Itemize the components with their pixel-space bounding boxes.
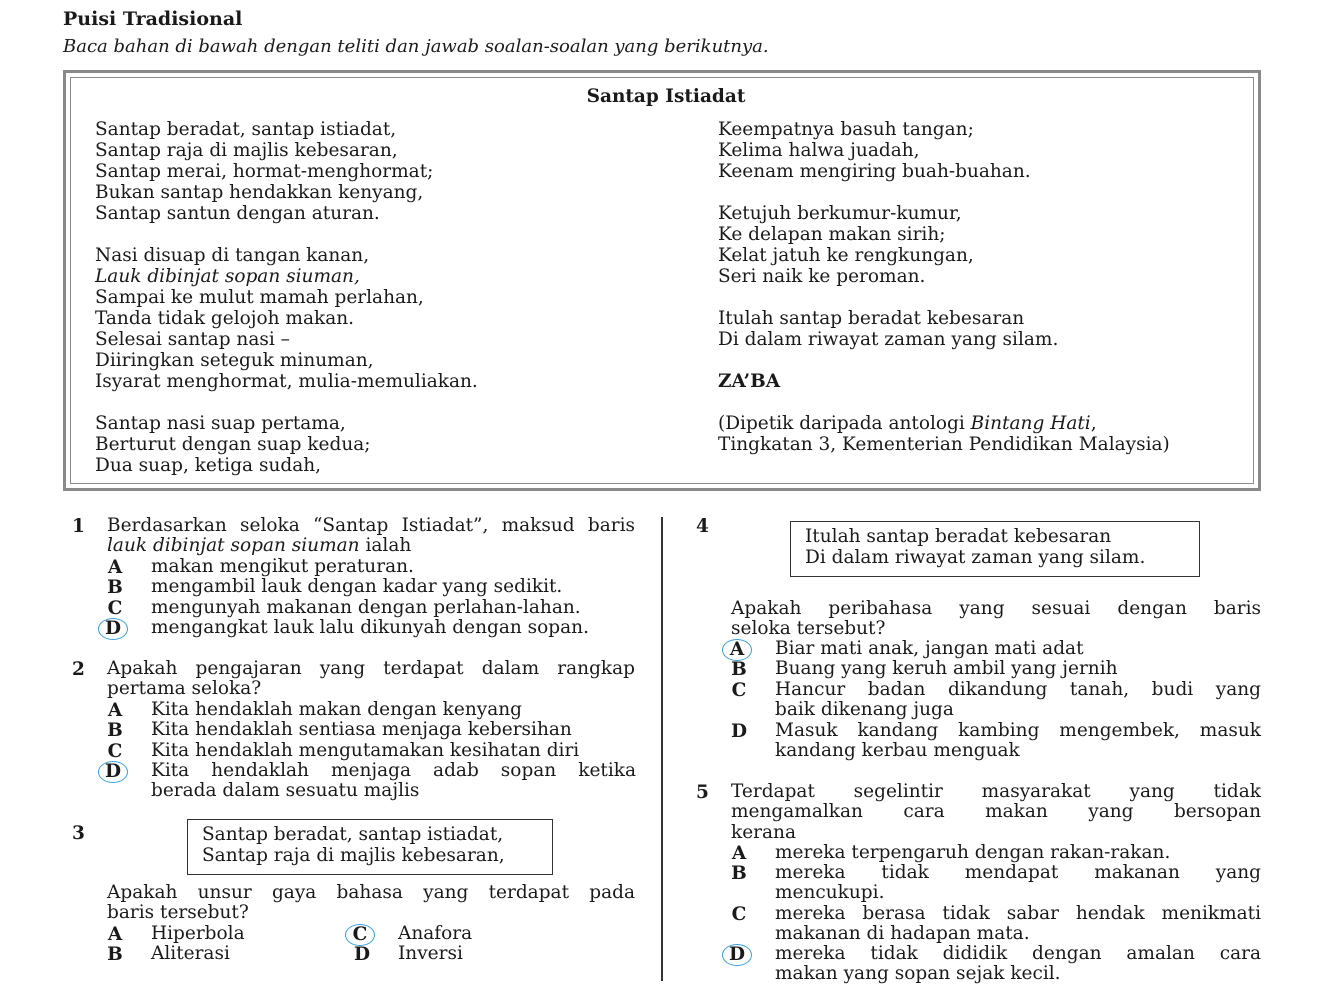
poem-line: Ke delapan makan sirih;	[718, 224, 946, 245]
instruction-text: Baca bahan di bawah dengan teliti dan jawab soalan-soalan yang berikutnya.	[63, 36, 769, 57]
q4-option-c-line: Hancur badan dikandung tanah, budi yang	[775, 679, 1261, 700]
poem-title: Santap Istiadat	[586, 86, 746, 107]
poem-line: Nasi disuap di tangan kanan,	[95, 245, 370, 266]
q5-option-b-letter[interactable]: B	[731, 863, 747, 884]
quote-line: Itulah santap beradat kebesaran	[805, 526, 1112, 547]
q2-option-a-letter[interactable]: A	[107, 700, 123, 721]
question-5-line: Terdapat segelintir masyarakat yang tidak	[731, 781, 1261, 802]
poem-line: Diiringkan seteguk minuman,	[95, 350, 374, 371]
q1-option-b-text[interactable]: mengambil lauk dengan kadar yang sedikit.	[151, 576, 563, 597]
poem-line: Dua suap, ketiga sudah,	[95, 455, 322, 476]
poem-line: Kelat jatuh ke rengkungan,	[718, 245, 974, 266]
q2-option-d-text[interactable]	[151, 761, 636, 802]
q4-option-d-line: kandang kerbau menguak	[775, 740, 1020, 762]
question-5-number: 5	[696, 782, 709, 803]
poem-line: Di dalam riwayat zaman yang silam.	[718, 329, 1059, 350]
q4-option-d-text[interactable]	[775, 721, 1261, 762]
question-3-number: 3	[72, 823, 85, 844]
q3-option-b-letter[interactable]: B	[107, 944, 123, 965]
q1-option-b-letter[interactable]: B	[107, 577, 123, 598]
question-2-line: pertama seloka?	[107, 678, 262, 700]
q5-option-c-line: makanan di hadapan mata.	[775, 923, 1030, 945]
question-5-line: kerana	[731, 821, 796, 843]
poem-line: Santap beradat, santap istiadat,	[95, 119, 397, 140]
q4-option-b-text[interactable]: Buang yang keruh ambil yang jernih	[775, 658, 1118, 679]
quote-line: Di dalam riwayat zaman yang silam.	[805, 547, 1146, 568]
question-3-line: baris tersebut?	[107, 902, 249, 924]
q1-option-a-letter[interactable]: A	[107, 557, 123, 578]
poem-line: Keempatnya basuh tangan;	[718, 119, 974, 140]
question-3-quote-box	[187, 819, 553, 875]
q3-option-d-text[interactable]: Inversi	[398, 943, 463, 964]
poem-source-prefix: (Dipetik daripada antologi	[718, 413, 971, 434]
poem-line: Itulah santap beradat kebesaran	[718, 308, 1025, 329]
q5-option-c-text[interactable]	[775, 904, 1261, 945]
q4-option-c-line: baik dikenang juga	[775, 699, 954, 721]
question-4-stem	[731, 599, 1261, 640]
question-5-stem	[731, 782, 1261, 843]
poem-author: ZA’BA	[718, 371, 781, 392]
q4-option-a-text[interactable]: Biar mati anak, jangan mati adat	[775, 638, 1084, 659]
q3-option-b-text[interactable]: Aliterasi	[151, 943, 230, 964]
poem-line: Berturut dengan suap kedua;	[95, 434, 371, 455]
poem-line: Tanda tidak gelojoh makan.	[95, 308, 355, 329]
q2-option-d-letter-circled[interactable]: D	[98, 761, 128, 783]
poem-line: Bukan santap hendakkan kenyang,	[95, 182, 424, 203]
q5-option-a-text[interactable]: mereka terpengaruh dengan rakan-rakan.	[775, 842, 1171, 863]
q4-option-d-line: Masuk kandang kambing mengembek, masuk	[775, 720, 1261, 741]
quote-line: Santap raja di majlis kebesaran,	[202, 845, 505, 866]
poem-source-publisher: Tingkatan 3, Kementerian Pendidikan Malaysia)	[718, 434, 1170, 455]
q5-option-c-letter[interactable]: C	[731, 904, 747, 925]
poem-line: Sampai ke mulut mamah perlahan,	[95, 287, 424, 308]
q2-option-c-letter[interactable]: C	[107, 741, 123, 762]
question-3-line: Apakah unsur gaya bahasa yang terdapat pada	[107, 882, 635, 903]
question-2-line: Apakah pengajaran yang terdapat dalam rangkap	[107, 658, 635, 679]
q3-option-d-letter[interactable]: D	[353, 944, 371, 965]
q2-option-d-line: berada dalam sesuatu majlis	[151, 780, 420, 802]
q5-option-b-text[interactable]	[775, 863, 1261, 904]
q5-option-a-letter[interactable]: A	[731, 843, 747, 864]
question-4-line: seloka tersebut?	[731, 618, 886, 640]
q3-option-c-text[interactable]: Anafora	[398, 923, 473, 944]
q2-option-a-text[interactable]: Kita hendaklah makan dengan kenyang	[151, 699, 522, 720]
q4-option-a-letter-circled[interactable]: A	[722, 639, 752, 661]
q2-option-b-text[interactable]: Kita hendaklah sentiasa menjaga kebersihan	[151, 719, 572, 740]
q5-option-c-line: mereka berasa tidak sabar hendak menikmati	[775, 903, 1261, 924]
poem-line: Isyarat menghormat, mulia-memuliakan.	[95, 371, 478, 392]
q5-option-d-text[interactable]	[775, 944, 1261, 985]
question-4-line: Apakah peribahasa yang sesuai dengan baris	[731, 598, 1261, 619]
poem-line: Selesai santap nasi –	[95, 329, 290, 350]
q4-option-d-letter[interactable]: D	[730, 721, 748, 742]
poem-line: Ketujuh berkumur-kumur,	[718, 203, 962, 224]
poem-left-column	[95, 119, 478, 476]
q3-option-c-letter-circled[interactable]: C	[345, 924, 375, 946]
poem-line: Santap santun dengan aturan.	[95, 203, 380, 224]
q4-option-c-text[interactable]	[775, 680, 1261, 721]
q1-option-d-text[interactable]: mengangkat lauk lalu dikunyah dengan sopan.	[151, 617, 589, 638]
q4-option-b-letter[interactable]: B	[731, 659, 747, 680]
question-2-stem	[107, 659, 635, 700]
q5-option-b-line: mencukupi.	[775, 882, 885, 904]
poem-source-book: Bintang Hati	[970, 413, 1091, 434]
poem-source-comma: ,	[1090, 413, 1097, 434]
question-4-quote-box	[790, 521, 1200, 577]
q5-option-d-line: makan yang sopan sejak kecil.	[775, 963, 1061, 985]
poem-line: Kelima halwa juadah,	[718, 140, 920, 161]
question-3-stem	[107, 883, 635, 924]
question-2-number: 2	[72, 659, 85, 680]
poem-line: Santap nasi suap pertama,	[95, 413, 346, 434]
q2-option-b-letter[interactable]: B	[107, 720, 123, 741]
question-1-line-end: ialah	[359, 535, 412, 557]
column-divider	[661, 517, 663, 981]
section-title: Puisi Tradisional	[63, 8, 243, 30]
poem-source-line	[718, 413, 1170, 434]
q1-option-a-text[interactable]: makan mengikut peraturan.	[151, 556, 414, 577]
question-1-quoted-line: lauk dibinjat sopan siuman	[107, 535, 360, 557]
q4-option-c-letter[interactable]: C	[731, 680, 747, 701]
poem-line: Keenam mengiring buah-buahan.	[718, 161, 1031, 182]
question-1-stem	[107, 516, 635, 557]
question-1-line: Berdasarkan seloka “Santap Istiadat”, maksud baris	[107, 515, 635, 536]
q5-option-b-line: mereka tidak mendapat makanan yang	[775, 862, 1261, 883]
q5-option-d-line: mereka tidak dididik dengan amalan cara	[775, 943, 1261, 964]
q5-option-d-letter-circled[interactable]: D	[722, 944, 752, 966]
poem-line: Santap raja di majlis kebesaran,	[95, 140, 398, 161]
question-1-number: 1	[72, 516, 85, 537]
q2-option-d-line: Kita hendaklah menjaga adab sopan ketika	[151, 760, 636, 781]
q1-option-c-text[interactable]: mengunyah makanan dengan perlahan-lahan.	[151, 597, 581, 618]
question-4-number: 4	[696, 516, 709, 537]
poem-line: Seri naik ke peroman.	[718, 266, 926, 287]
poem-right-column	[718, 119, 1170, 455]
q1-option-c-letter[interactable]: C	[107, 598, 123, 619]
q3-option-a-letter[interactable]: A	[107, 924, 123, 945]
q1-option-d-letter-circled[interactable]: D	[98, 618, 128, 640]
quote-line: Santap beradat, santap istiadat,	[202, 824, 504, 845]
poem-line: Santap merai, hormat-menghormat;	[95, 161, 434, 182]
q2-option-c-text[interactable]: Kita hendaklah mengutamakan kesihatan diri	[151, 740, 580, 761]
poem-line: Lauk dibinjat sopan siuman,	[95, 266, 360, 287]
question-5-line: mengamalkan cara makan yang bersopan	[731, 801, 1261, 823]
q3-option-a-text[interactable]: Hiperbola	[151, 923, 245, 944]
